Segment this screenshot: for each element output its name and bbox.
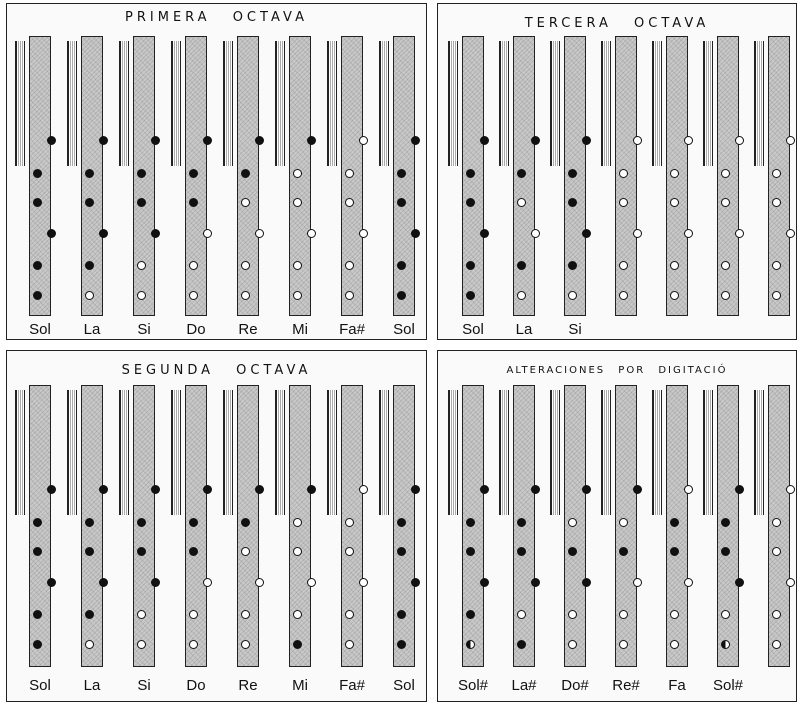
finger-hole-open (293, 169, 302, 178)
note-label: Si (137, 321, 151, 338)
note-label: Re (238, 677, 258, 694)
finger-hole-closed (99, 485, 108, 494)
finger-hole-open (345, 169, 354, 178)
finger-hole-closed (531, 485, 540, 494)
finger-hole-closed (255, 136, 264, 145)
finger-hole-closed (189, 518, 198, 527)
finger-hole-open (619, 261, 628, 270)
note-label: Sol (462, 321, 484, 338)
finger-hole-closed (466, 518, 475, 527)
finger-hole-closed (670, 547, 679, 556)
labium-line (223, 390, 233, 515)
finger-hole-open (735, 229, 744, 238)
finger-hole-closed (411, 229, 420, 238)
finger-hole-closed (203, 136, 212, 145)
note-label: Mi (292, 677, 308, 694)
finger-hole-closed (99, 136, 108, 145)
labium-line (327, 390, 337, 515)
finger-hole-open (735, 136, 744, 145)
finger-hole-open (772, 547, 781, 556)
panel-title: SEGUNDA OCTAVA (121, 363, 312, 378)
finger-hole-open (619, 610, 628, 619)
finger-hole-open (786, 229, 795, 238)
finger-hole-closed (33, 640, 42, 649)
finger-hole-closed (582, 485, 591, 494)
labium-line (550, 390, 560, 515)
labium-line (379, 41, 389, 166)
labium-line (223, 41, 233, 166)
finger-hole-closed (85, 169, 94, 178)
finger-hole-open (684, 229, 693, 238)
finger-hole-open (85, 291, 94, 300)
labium-line (601, 41, 611, 166)
finger-hole-closed (466, 198, 475, 207)
note-label: Do (186, 677, 206, 694)
finger-hole-open (684, 485, 693, 494)
labium-line (67, 390, 77, 515)
finger-hole-open (345, 198, 354, 207)
finger-hole-closed (151, 136, 160, 145)
finger-hole-open (772, 518, 781, 527)
finger-hole-open (137, 261, 146, 270)
finger-hole-closed (33, 291, 42, 300)
labium-line (275, 390, 285, 515)
finger-hole-closed (721, 547, 730, 556)
finger-hole-closed (151, 485, 160, 494)
finger-hole-closed (85, 547, 94, 556)
note-label: Fa# (339, 321, 365, 338)
finger-hole-open (359, 578, 368, 587)
finger-hole-closed (517, 640, 526, 649)
finger-hole-closed (307, 485, 316, 494)
finger-hole-closed (411, 578, 420, 587)
finger-hole-closed (189, 169, 198, 178)
finger-hole-open (293, 610, 302, 619)
finger-hole-open (670, 610, 679, 619)
labium-line (499, 390, 509, 515)
panel-primera-octava (6, 3, 427, 340)
panel-title: ALTERACIONES POR DIGITACIÓ (506, 365, 728, 376)
finger-hole-closed (517, 261, 526, 270)
finger-hole-closed (99, 578, 108, 587)
finger-hole-closed (480, 136, 489, 145)
finger-hole-closed (137, 198, 146, 207)
finger-hole-open (241, 198, 250, 207)
finger-hole-closed (411, 485, 420, 494)
note-label: La (515, 321, 533, 338)
finger-hole-open (517, 610, 526, 619)
labium-line (754, 41, 764, 166)
panel-tercera-octava (437, 3, 797, 340)
finger-hole-closed (397, 610, 406, 619)
finger-hole-open (255, 229, 264, 238)
finger-hole-closed (480, 578, 489, 587)
finger-hole-closed (480, 485, 489, 494)
finger-hole-open (670, 261, 679, 270)
finger-hole-closed (255, 485, 264, 494)
finger-hole-closed (397, 261, 406, 270)
finger-hole-open (345, 261, 354, 270)
panel-title: PRIMERA OCTAVA (125, 10, 308, 25)
finger-hole-open (85, 640, 94, 649)
note-label: Sol# (457, 677, 489, 694)
finger-hole-open (189, 640, 198, 649)
finger-hole-closed (151, 229, 160, 238)
finger-hole-open (721, 169, 730, 178)
finger-hole-closed (568, 547, 577, 556)
labium-line (275, 41, 285, 166)
finger-hole-open (307, 578, 316, 587)
labium-line (754, 390, 764, 515)
finger-hole-open (684, 136, 693, 145)
finger-hole-closed (189, 547, 198, 556)
labium-line (601, 390, 611, 515)
finger-hole-open (359, 485, 368, 494)
finger-hole-open (293, 291, 302, 300)
note-label: Sol (393, 677, 415, 694)
finger-hole-open (241, 610, 250, 619)
labium-line (15, 41, 25, 166)
finger-hole-closed (582, 136, 591, 145)
finger-hole-closed (582, 229, 591, 238)
finger-hole-open (345, 640, 354, 649)
finger-hole-closed (568, 261, 577, 270)
finger-hole-closed (466, 261, 475, 270)
finger-hole-open (255, 578, 264, 587)
finger-hole-open (568, 518, 577, 527)
labium-line (379, 390, 389, 515)
finger-hole-open (786, 578, 795, 587)
finger-hole-closed (33, 610, 42, 619)
finger-hole-open (345, 610, 354, 619)
labium-line (499, 41, 509, 166)
finger-hole-open (619, 198, 628, 207)
labium-line (15, 390, 25, 515)
finger-hole-open (772, 198, 781, 207)
finger-hole-open (670, 291, 679, 300)
finger-hole-open (531, 229, 540, 238)
note-label: La (83, 677, 101, 694)
note-label: Sol (393, 321, 415, 338)
finger-hole-open (241, 261, 250, 270)
finger-hole-closed (85, 198, 94, 207)
finger-hole-open (786, 136, 795, 145)
finger-hole-closed (151, 578, 160, 587)
finger-hole-open (721, 198, 730, 207)
finger-hole-closed (568, 169, 577, 178)
finger-hole-closed (85, 610, 94, 619)
finger-hole-open (203, 229, 212, 238)
finger-hole-open (189, 610, 198, 619)
finger-hole-closed (531, 578, 540, 587)
finger-hole-open (633, 229, 642, 238)
finger-hole-open (241, 291, 250, 300)
finger-hole-closed (293, 640, 302, 649)
finger-hole-closed (480, 229, 489, 238)
finger-hole-open (772, 610, 781, 619)
labium-line (652, 41, 662, 166)
note-label: Si (568, 321, 582, 338)
finger-hole-closed (517, 547, 526, 556)
finger-hole-open (772, 291, 781, 300)
finger-hole-open (786, 485, 795, 494)
finger-hole-closed (137, 518, 146, 527)
note-label: Re (238, 321, 258, 338)
finger-hole-closed (33, 261, 42, 270)
panel-title: TERCERA OCTAVA (524, 16, 710, 31)
finger-hole-open (568, 640, 577, 649)
finger-hole-open (670, 640, 679, 649)
finger-hole-open (721, 291, 730, 300)
finger-hole-open (203, 578, 212, 587)
finger-hole-closed (33, 547, 42, 556)
finger-hole-open (241, 547, 250, 556)
finger-hole-closed (721, 518, 730, 527)
finger-hole-closed (735, 578, 744, 587)
finger-hole-open (772, 261, 781, 270)
finger-hole-open (345, 547, 354, 556)
finger-hole-closed (633, 485, 642, 494)
finger-hole-open (619, 169, 628, 178)
finger-hole-open (721, 261, 730, 270)
labium-line (171, 41, 181, 166)
finger-hole-open (619, 518, 628, 527)
finger-hole-open (137, 640, 146, 649)
finger-hole-closed (189, 198, 198, 207)
labium-line (703, 390, 713, 515)
note-label: La (83, 321, 101, 338)
finger-hole-closed (411, 136, 420, 145)
finger-hole-open (619, 640, 628, 649)
finger-hole-closed (307, 136, 316, 145)
panel-segunda-octava (6, 350, 427, 702)
finger-hole-open (619, 291, 628, 300)
finger-hole-closed (517, 169, 526, 178)
panel-alteraciones-por-digitacion (437, 350, 797, 702)
finger-hole-closed (47, 578, 56, 587)
finger-hole-closed (85, 518, 94, 527)
finger-hole-open (359, 136, 368, 145)
note-label: Do (186, 321, 206, 338)
note-label: Mi (292, 321, 308, 338)
finger-hole-closed (397, 547, 406, 556)
labium-line (448, 390, 458, 515)
labium-line (550, 41, 560, 166)
finger-hole-closed (619, 547, 628, 556)
finger-hole-closed (397, 640, 406, 649)
finger-hole-open (307, 229, 316, 238)
finger-hole-open (772, 640, 781, 649)
finger-hole-open (633, 136, 642, 145)
labium-line (448, 41, 458, 166)
finger-hole-open (137, 610, 146, 619)
finger-hole-closed (582, 578, 591, 587)
finger-hole-closed (568, 198, 577, 207)
finger-hole-closed (466, 610, 475, 619)
finger-hole-open (345, 291, 354, 300)
finger-hole-open (517, 198, 526, 207)
labium-line (652, 390, 662, 515)
finger-hole-closed (466, 169, 475, 178)
labium-line (171, 390, 181, 515)
finger-hole-open (293, 547, 302, 556)
note-label: Sol# (712, 677, 744, 694)
finger-hole-open (241, 640, 250, 649)
note-label: Si (137, 677, 151, 694)
finger-hole-closed (735, 485, 744, 494)
labium-line (67, 41, 77, 166)
finger-hole-closed (466, 291, 475, 300)
labium-line (119, 390, 129, 515)
finger-hole-closed (33, 169, 42, 178)
finger-hole-closed (137, 547, 146, 556)
finger-hole-closed (531, 136, 540, 145)
finger-hole-open (137, 291, 146, 300)
finger-hole-closed (466, 547, 475, 556)
finger-hole-closed (517, 518, 526, 527)
note-label: Do# (561, 677, 589, 694)
finger-hole-open (189, 291, 198, 300)
finger-hole-closed (397, 518, 406, 527)
note-label: Fa (668, 677, 686, 694)
labium-line (703, 41, 713, 166)
finger-hole-open (684, 578, 693, 587)
finger-hole-open (670, 198, 679, 207)
finger-hole-open (568, 610, 577, 619)
finger-hole-open (293, 518, 302, 527)
labium-line (119, 41, 129, 166)
finger-hole-open (293, 261, 302, 270)
finger-hole-closed (47, 229, 56, 238)
finger-hole-half (721, 640, 730, 649)
note-label: Sol (29, 677, 51, 694)
finger-hole-closed (99, 229, 108, 238)
finger-hole-closed (670, 518, 679, 527)
finger-hole-half (466, 640, 475, 649)
finger-hole-open (293, 198, 302, 207)
finger-hole-closed (241, 169, 250, 178)
finger-hole-open (772, 169, 781, 178)
finger-hole-closed (203, 485, 212, 494)
note-label: La# (511, 677, 537, 694)
finger-hole-closed (85, 261, 94, 270)
finger-hole-closed (33, 518, 42, 527)
finger-hole-open (568, 291, 577, 300)
finger-hole-closed (397, 291, 406, 300)
finger-hole-closed (397, 169, 406, 178)
note-label: Sol (29, 321, 51, 338)
finger-hole-closed (397, 198, 406, 207)
finger-hole-open (670, 169, 679, 178)
finger-hole-closed (137, 169, 146, 178)
finger-hole-open (633, 578, 642, 587)
note-label: Re# (612, 677, 640, 694)
finger-hole-closed (241, 518, 250, 527)
labium-line (327, 41, 337, 166)
note-label: Fa# (339, 677, 365, 694)
finger-hole-open (359, 229, 368, 238)
finger-hole-open (721, 610, 730, 619)
finger-hole-closed (47, 136, 56, 145)
finger-hole-open (189, 261, 198, 270)
finger-hole-closed (47, 485, 56, 494)
finger-hole-open (517, 291, 526, 300)
finger-hole-closed (33, 198, 42, 207)
finger-hole-open (345, 518, 354, 527)
